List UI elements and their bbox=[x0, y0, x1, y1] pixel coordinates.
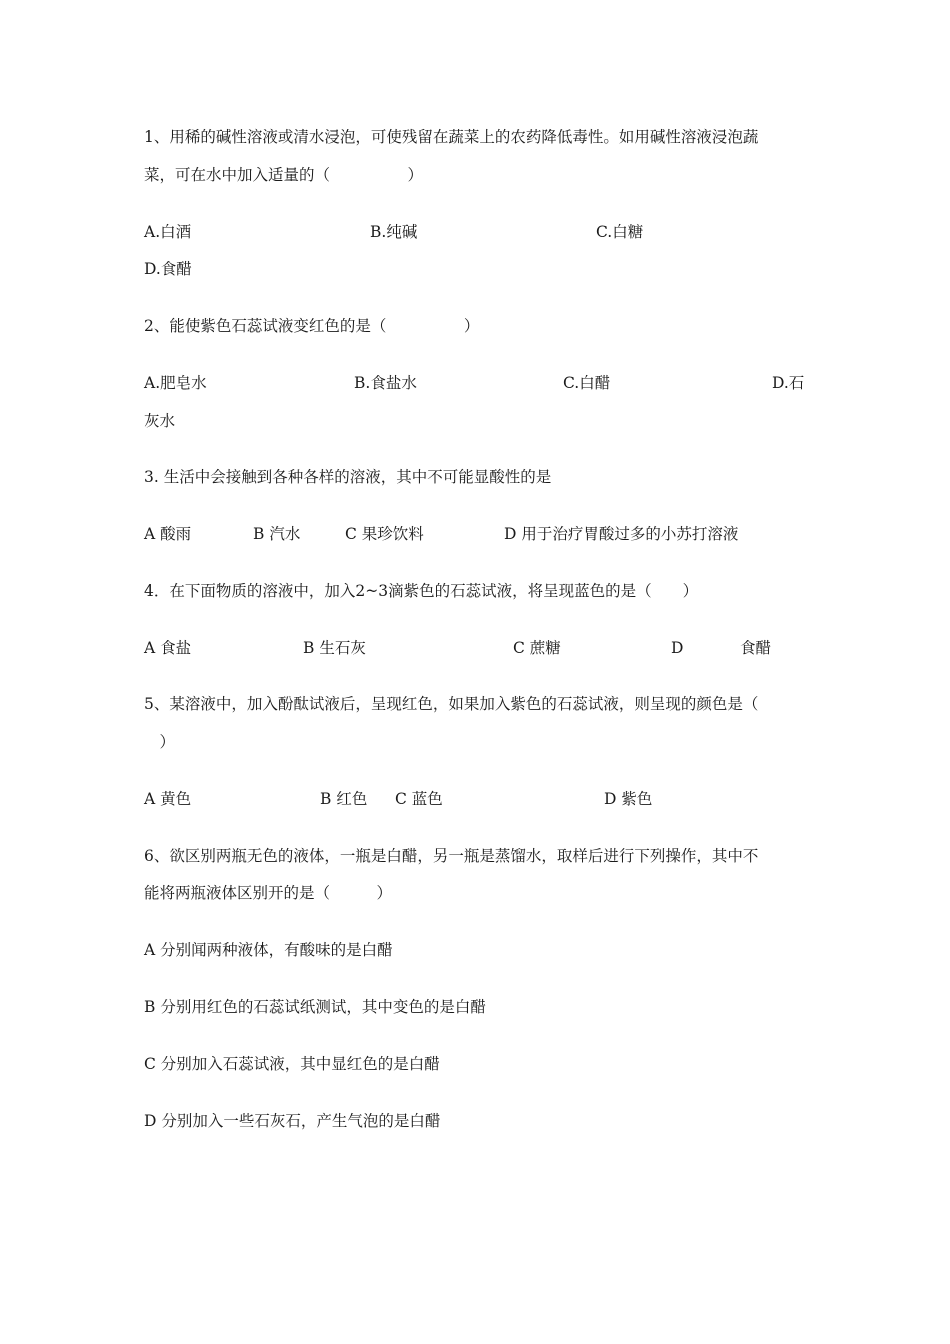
question-4-option-a: A 食盐 bbox=[144, 639, 192, 657]
question-1-option-d: D.食醋 bbox=[144, 260, 192, 278]
question-2-option-d: D.石 bbox=[772, 374, 805, 392]
question-2-option-c: C.白醋 bbox=[563, 374, 611, 392]
question-3-stem-line-1: 3. 生活中会接触到各种各样的溶液，其中不可能显酸性的是 bbox=[144, 468, 552, 486]
question-4-option-c: C 蔗糖 bbox=[513, 639, 561, 657]
question-3-option-b: B 汽水 bbox=[253, 525, 301, 543]
question-3-option-a: A 酸雨 bbox=[144, 525, 192, 543]
question-1-stem-line-1: 1、用稀的碱性溶液或清水浸泡，可使残留在蔬菜上的农药降低毒性。如用碱性溶液浸泡蔬 bbox=[144, 128, 759, 146]
question-6-stem-line-2: 能将两瓶液体区别开的是（ ） bbox=[144, 884, 393, 902]
question-6-option-c: C 分别加入石蕊试液，其中显红色的是白醋 bbox=[144, 1055, 440, 1073]
question-5-option-d: D 紫色 bbox=[604, 790, 653, 808]
question-2-option-a: A.肥皂水 bbox=[144, 374, 207, 392]
question-4-stem-line-1: 4．在下面物质的溶液中，加入2~3滴紫色的石蕊试液，将呈现蓝色的是（ ） bbox=[144, 582, 699, 600]
question-2-option-b: B.食盐水 bbox=[354, 374, 417, 392]
question-5-option-b: B 红色 bbox=[320, 790, 368, 808]
question-6-option-b: B 分别用红色的石蕊试纸测试，其中变色的是白醋 bbox=[144, 998, 486, 1016]
question-6-stem-line-1: 6、欲区别两瓶无色的液体，一瓶是白醋，另一瓶是蒸馏水，取样后进行下列操作，其中不 bbox=[144, 847, 759, 865]
question-4-option-b: B 生石灰 bbox=[303, 639, 366, 657]
question-2-stem-line-1: 2、能使紫色石蕊试液变红色的是（ ） bbox=[144, 317, 480, 335]
question-4-option-d-text: 食醋 bbox=[740, 639, 772, 657]
question-6-option-a: A 分别闻两种液体，有酸味的是白醋 bbox=[144, 941, 393, 959]
question-3-option-c: C 果珍饮料 bbox=[345, 525, 424, 543]
question-5-option-c: C 蓝色 bbox=[395, 790, 443, 808]
question-1-option-b: B.纯碱 bbox=[370, 223, 418, 241]
question-5-option-a: A 黄色 bbox=[144, 790, 192, 808]
question-1-stem-line-2: 菜，可在水中加入适量的（ ） bbox=[144, 166, 424, 184]
question-1-option-a: A.白酒 bbox=[144, 223, 192, 241]
question-5-stem-line-1: 5、某溶液中，加入酚酞试液后，呈现红色，如果加入紫色的石蕊试液，则呈现的颜色是（ bbox=[144, 695, 759, 713]
question-4-option-d-letter: D bbox=[671, 639, 684, 657]
question-2-option-d-continued: 灰水 bbox=[144, 412, 176, 430]
question-3-option-d: D 用于治疗胃酸过多的小苏打溶液 bbox=[504, 525, 739, 543]
question-6-option-d: D 分别加入一些石灰石，产生气泡的是白醋 bbox=[144, 1112, 441, 1130]
question-5-stem-line-2: ） bbox=[144, 733, 176, 751]
question-1-option-c: C.白糖 bbox=[596, 223, 644, 241]
